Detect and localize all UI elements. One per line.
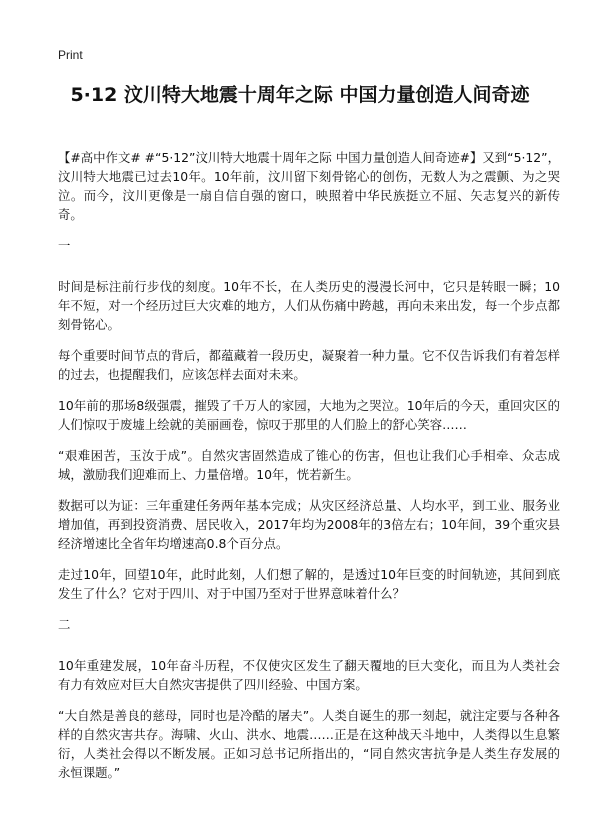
- paragraph-5: 数据可以为证：三年重建任务两年基本完成；从灾区经济总量、人均水平，到工业、服务业增加值，再到投资消费、居民收入，2017年均为2008年的3倍左右；10年间，39个重灾县经济增速比全省年均增速高0.8个百分点。: [58, 498, 560, 551]
- article-body: [58, 148, 560, 794]
- section-marker-1: 一: [58, 238, 71, 253]
- paragraph-4: “艰难困苦，玉汝于成”。自然灾害固然造成了锥心的伤害，但也让我们心手相牵、众志成城，激励我们迎难而上、力量倍增。10年，恍若新生。: [58, 448, 560, 482]
- lead-paragraph: 【#高中作文# #“5·12”汶川特大地震十周年之际 中国力量创造人间奇迹#】又到“5·12”，汶川特大地震已过去10年。10年前，汶川留下刻骨铭心的创伤，无数人为之震颤、为之哭泣。而今，汶川更像是一扇自信自强的窗口，映照着中华民族挺立不屈、矢志复兴的新传奇。: [58, 150, 560, 222]
- paragraph-1: 时间是标注前行步伐的刻度。10年不长，在人类历史的漫漫长河中，它只是转眼一瞬；10年不短，对一个经历过巨大灾难的地方，人们从伤痛中跨越，再向未来出发，每一个步点都刻骨铭心。: [58, 279, 560, 332]
- paragraph-7: 10年重建发展，10年奋斗历程，不仅使灾区发生了翻天覆地的巨大变化，而且为人类社会有力有效应对巨大自然灾害提供了四川经验、中国方案。: [58, 658, 560, 692]
- article-title: 5·12 汶川特大地震十周年之际 中国力量创造人间奇迹: [70, 84, 530, 106]
- paragraph-6: 走过10年，回望10年，此时此刻，人们想了解的，是透过10年巨变的时间轨迹，其间到底发生了什么？它对于四川、对于中国乃至对于世界意味着什么？: [58, 567, 560, 601]
- paragraph-8: “大自然是善良的慈母，同时也是冷酷的屠夫”。人类自诞生的那一刻起，就注定要与各种各样的自然灾害共存。海啸、火山、洪水、地震……正是在这种战天斗地中，人类得以生息繁衍，人类社会得以不断发展。正如习总书记所指出的，“同自然灾害抗争是人类生存发展的永恒课题。”: [58, 708, 560, 780]
- section-marker-2: 二: [58, 617, 71, 632]
- print-link[interactable]: Print: [58, 48, 83, 62]
- paragraph-2: 每个重要时间节点的背后，都蕴藏着一段历史，凝聚着一种力量。它不仅告诉我们有着怎样的过去，也提醒我们，应该怎样去面对未来。: [58, 348, 560, 382]
- paragraph-3: 10年前的那场8级强震，摧毁了千万人的家园，大地为之哭泣。10年后的今天，重回灾区的人们惊叹于废墟上绘就的美丽画卷，惊叹于那里的人们脸上的舒心笑容……: [58, 398, 560, 432]
